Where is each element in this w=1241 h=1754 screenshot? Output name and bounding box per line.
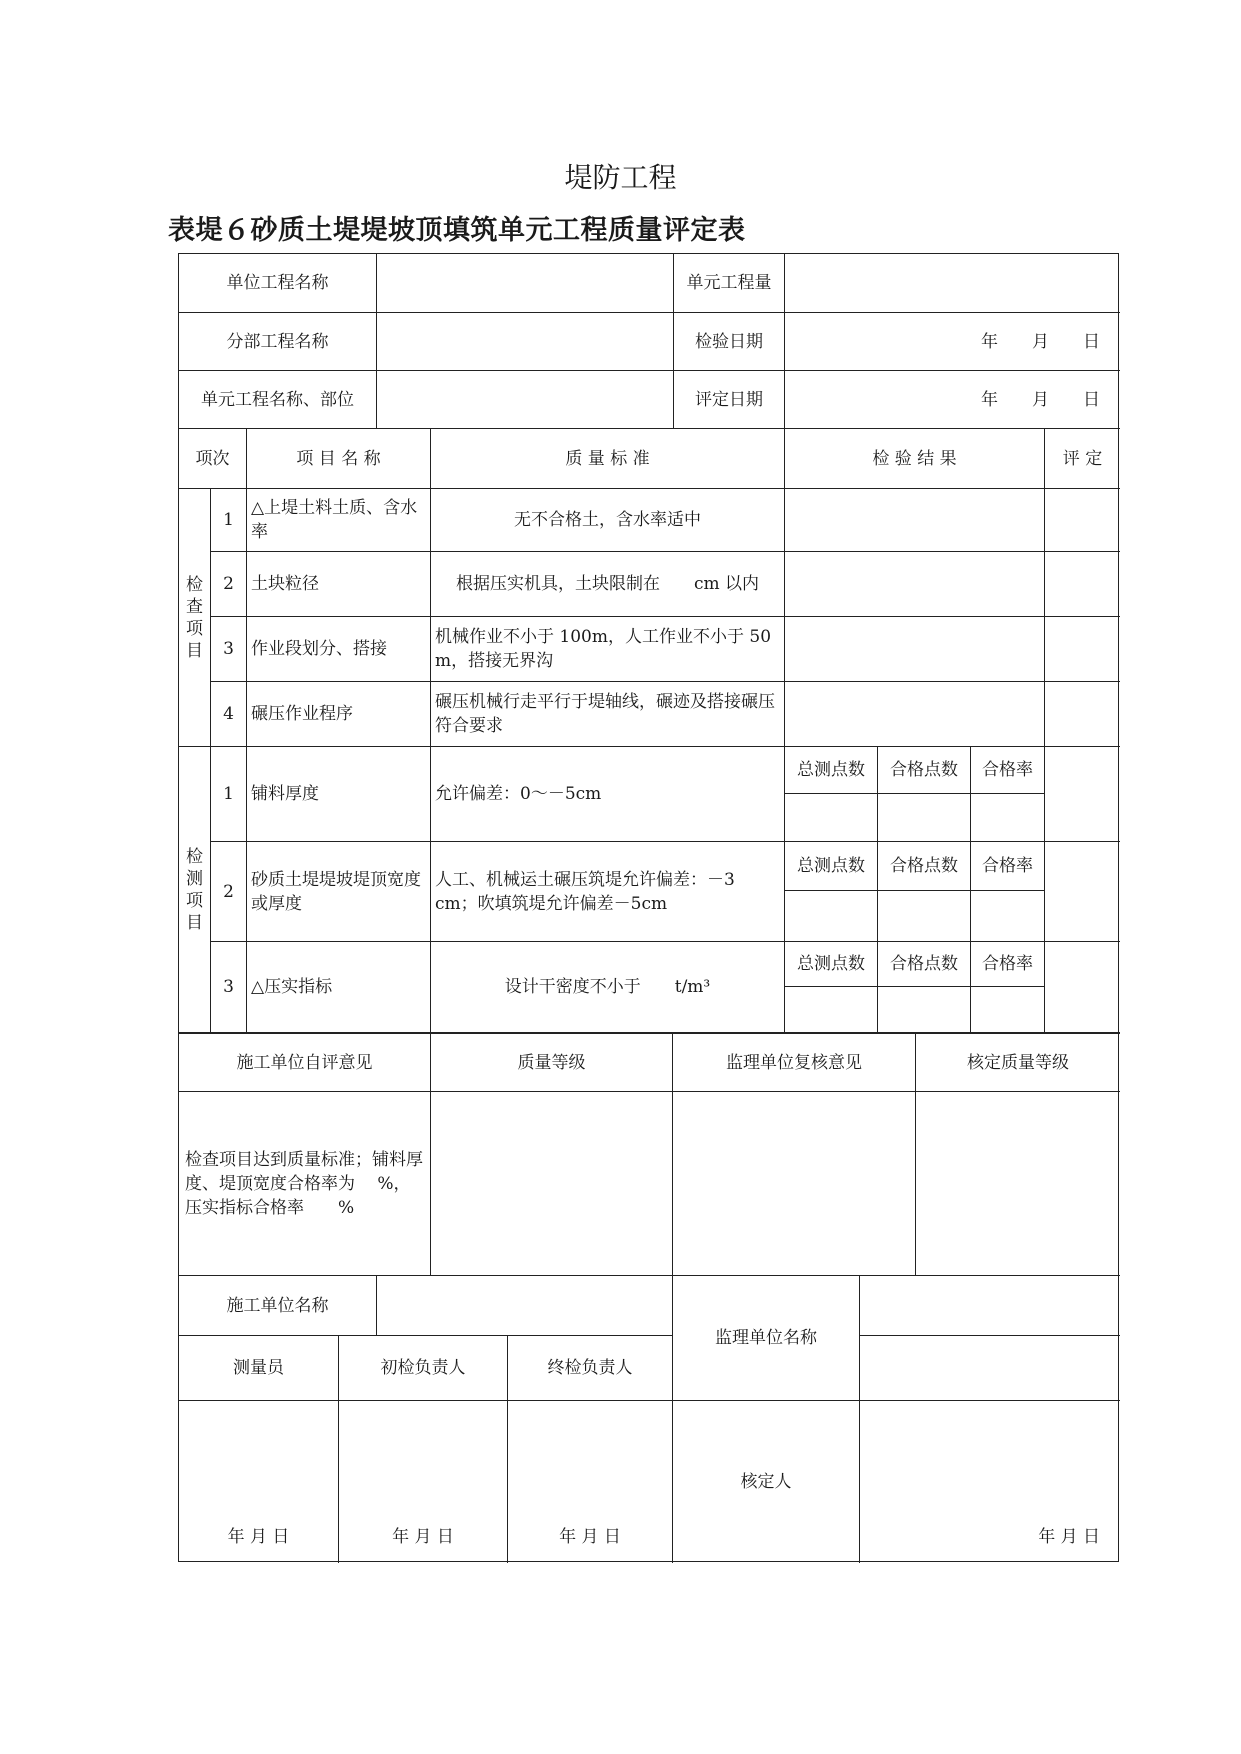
verifier-label: 核定人 [672,1400,859,1563]
measure-item-no: 2 [210,841,246,941]
column-standard-header: 质 量 标 准 [430,428,784,488]
supervisor-name-field[interactable] [859,1275,1120,1335]
measure-item-rating[interactable] [1044,941,1120,1032]
unit-project-name-field[interactable] [376,254,673,312]
division-project-name-field[interactable] [376,312,673,370]
total-points-header: 总测点数 [784,941,877,986]
qualified-points-header: 合格点数 [877,841,970,890]
self-eval-header: 施工单位自评意见 [179,1032,430,1091]
check-item-name: 土块粒径 [246,551,430,616]
check-item-standard: 根据压实机具，土块限制在 cm 以内 [430,551,784,616]
supervisor-review-header: 监理单位复核意见 [672,1032,915,1091]
verified-grade-field[interactable] [915,1091,1120,1275]
page-heading: 堤防工程 [564,161,677,194]
total-points-field[interactable] [784,986,877,1032]
evaluation-date-label: 评定日期 [673,370,784,428]
evaluation-date-field[interactable]: 年 月 日 [784,370,1120,428]
check-item-rating[interactable] [1044,488,1120,551]
measure-item-no: 3 [210,941,246,1032]
qualified-points-header: 合格点数 [877,941,970,986]
column-item-name-header: 项 目 名 称 [246,428,430,488]
verified-grade-header: 核定质量等级 [915,1032,1120,1091]
check-item-name: 作业段划分、搭接 [246,616,430,681]
check-item-result[interactable] [784,551,1044,616]
contractor-name-label: 施工单位名称 [179,1275,376,1335]
total-points-field[interactable] [784,890,877,941]
pass-rate-field[interactable] [970,793,1044,841]
supervisor-name-field-2[interactable] [859,1335,1120,1400]
qualified-points-header: 合格点数 [877,746,970,793]
check-item-rating[interactable] [1044,616,1120,681]
check-item-no: 1 [210,488,246,551]
pass-rate-header: 合格率 [970,746,1044,793]
check-item-name: △上堤土料土质、含水率 [246,488,430,551]
check-item-rating[interactable] [1044,681,1120,746]
supervisor-name-label: 监理单位名称 [672,1275,859,1400]
column-result-header: 检 验 结 果 [784,428,1044,488]
evaluation-form [178,253,1119,1562]
form-title: 表堤６砂质土堤堤坡顶填筑单元工程质量评定表 [168,215,746,246]
total-points-header: 总测点数 [784,841,877,890]
division-project-name-label: 分部工程名称 [179,312,376,370]
surveyor-signature-date[interactable]: 年 月 日 [179,1400,338,1563]
check-item-name: 碾压作业程序 [246,681,430,746]
column-rating-header: 评 定 [1044,428,1120,488]
check-item-result[interactable] [784,616,1044,681]
unit-name-location-label: 单元工程名称、部位 [179,370,376,428]
unit-quantity-field[interactable] [784,254,1120,312]
measure-item-name: △压实指标 [246,941,430,1032]
verifier-signature-date[interactable]: 年 月 日 [859,1400,1120,1563]
qualified-points-field[interactable] [877,890,970,941]
supervisor-review-field[interactable] [672,1091,915,1275]
check-item-no: 2 [210,551,246,616]
check-item-result[interactable] [784,681,1044,746]
unit-name-location-field[interactable] [376,370,673,428]
measure-item-standard: 设计干密度不小于 t/m³ [430,941,784,1032]
column-index-header: 项次 [179,428,246,488]
measure-item-name: 铺料厚度 [246,746,430,841]
check-item-standard: 无不合格土，含水率适中 [430,488,784,551]
measure-item-name: 砂质土堤堤坡堤顶宽度或厚度 [246,841,430,941]
check-item-rating[interactable] [1044,551,1120,616]
final-inspector-label: 终检负责人 [507,1335,672,1400]
pass-rate-header: 合格率 [970,841,1044,890]
pass-rate-field[interactable] [970,986,1044,1032]
qualified-points-field[interactable] [877,986,970,1032]
total-points-header: 总测点数 [784,746,877,793]
pass-rate-field[interactable] [970,890,1044,941]
unit-project-name-label: 单位工程名称 [226,273,329,293]
surveyor-label: 测量员 [179,1335,338,1400]
final-inspector-signature-date[interactable]: 年 月 日 [507,1400,672,1563]
check-item-no: 4 [210,681,246,746]
measure-group-label: 检 测 项 目 [179,746,210,1032]
check-item-standard: 碾压机械行走平行于堤轴线，碾迹及搭接碾压符合要求 [430,681,784,746]
measure-item-standard: 允许偏差：0～－5cm [430,746,784,841]
measure-item-no: 1 [210,746,246,841]
check-group-label: 检 查 项 目 [179,488,210,746]
initial-inspector-signature-date[interactable]: 年 月 日 [338,1400,507,1563]
check-item-standard: 机械作业不小于 100m，人工作业不小于 50 m，搭接无界沟 [430,616,784,681]
check-item-result[interactable] [784,488,1044,551]
quality-grade-header: 质量等级 [430,1032,672,1091]
measure-item-rating[interactable] [1044,841,1120,941]
quality-grade-field[interactable] [430,1091,672,1275]
check-item-no: 3 [210,616,246,681]
measure-item-standard: 人工、机械运土碾压筑堤允许偏差：－3 cm；吹填筑堤允许偏差－5cm [430,841,784,941]
self-eval-text[interactable]: 检查项目达到质量标准；铺料厚度、堤顶宽度合格率为 %，压实指标合格率 % [179,1091,430,1275]
measure-item-rating[interactable] [1044,746,1120,841]
qualified-points-field[interactable] [877,793,970,841]
unit-quantity-label: 单元工程量 [673,254,784,312]
initial-inspector-label: 初检负责人 [338,1335,507,1400]
total-points-field[interactable] [784,793,877,841]
inspection-date-field[interactable]: 年 月 日 [784,312,1120,370]
contractor-name-field[interactable] [376,1275,672,1335]
inspection-date-label: 检验日期 [673,312,784,370]
pass-rate-header: 合格率 [970,941,1044,986]
